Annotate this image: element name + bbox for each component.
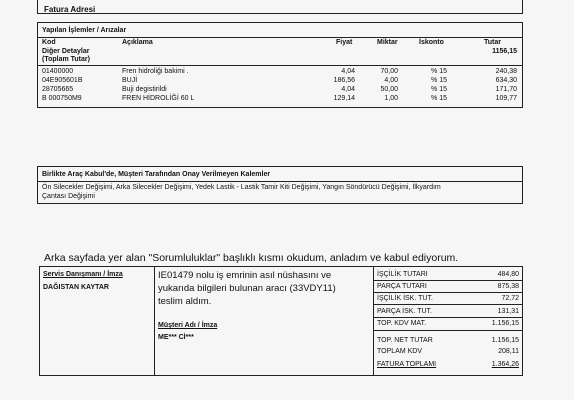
summary-total: 1156,15: [492, 48, 517, 55]
advisor-name: DAĞISTAN KAYTAR: [43, 284, 109, 291]
row-miktar: 1,00: [384, 95, 398, 102]
total-label: TOPLAM KDV: [377, 348, 422, 355]
summary-label-line2: (Toplam Tutar): [42, 56, 90, 63]
row-miktar: 70,00: [380, 68, 398, 75]
row-tutar: 240,38: [495, 68, 517, 75]
grand-total-label: FATURA TOPLAMI: [377, 361, 437, 368]
advisor-box: [40, 267, 154, 375]
customer-text-line1: IE01479 nolu iş emrinin asıl nüshasını ve: [158, 270, 332, 281]
total-value: 131,31: [497, 308, 519, 315]
row-tutar: 109,77: [495, 95, 517, 102]
customer-label: Müşteri Adı / İmza: [158, 322, 218, 329]
grand-total-value: 1.364,26: [491, 361, 519, 368]
column-header-tutar: Tutar: [484, 39, 501, 46]
total-label: İŞÇİLİK İSK. TUT.: [377, 295, 433, 302]
row-aciklama: FREN HİDROLİĞİ 60 L: [122, 95, 195, 102]
column-header-kod: Kod: [42, 39, 56, 46]
approval-box: [37, 166, 523, 204]
row-fiyat: 4,04: [341, 68, 355, 75]
total-value: 875,38: [497, 283, 519, 290]
row-iskonto: % 15: [431, 68, 447, 75]
total-value: 208,11: [498, 348, 519, 355]
row-kod: 28705665: [42, 86, 74, 93]
row-aciklama: Buji degistirildi: [122, 86, 167, 93]
row-kod: 04E905601B: [42, 77, 83, 84]
total-value: 72,72: [501, 295, 519, 302]
row-fiyat: 4,04: [341, 86, 355, 93]
billing-address-label: Fatura Adresi: [44, 5, 96, 14]
total-label: TOP. KDV MAT.: [377, 320, 427, 327]
row-aciklama: BUJİ: [122, 77, 138, 84]
acceptance-statement: Arka sayfada yer alan "Sorumluluklar" başlıklı kısmı okudum, anladım ve kabul ediyorum.: [44, 252, 459, 264]
total-value: 1.156,15: [491, 337, 519, 344]
customer-text-line2: yukarıda bilgileri bulunan aracı (33VDY11): [158, 283, 336, 294]
customer-text-line3: teslim aldım.: [158, 296, 212, 307]
row-miktar: 50,00: [380, 86, 398, 93]
column-header-aciklama: Açıklama: [122, 39, 153, 46]
approval-text-line1: Ön Silecekler Değişimi, Arka Silecekler Değişimi, Yedek Lastik - Lastik Tamir Kiti Değişimi, Yangın Söndürücü Değişimi, İlkyardım: [42, 184, 441, 191]
signature-section: [39, 266, 523, 376]
row-fiyat: 186,56: [333, 77, 355, 84]
row-miktar: 4,00: [384, 77, 398, 84]
row-aciklama: Fren hidroliği bakimi .: [122, 68, 189, 75]
total-value: 1.156,15: [491, 320, 519, 327]
total-label: TOP. NET TUTAR: [377, 337, 433, 344]
row-iskonto: % 15: [431, 95, 447, 102]
row-iskonto: % 15: [431, 77, 447, 84]
approval-title: Birlikte Araç Kabul'de, Müşteri Tarafından Onay Verilmeyen Kalemler: [42, 171, 271, 178]
total-label: PARÇA TUTARI: [377, 283, 427, 290]
row-fiyat: 129,14: [333, 95, 355, 102]
total-label: İŞÇİLİK TUTARI: [377, 271, 428, 278]
row-kod: B 000750M9: [42, 95, 82, 102]
column-header-iskonto: İskonto: [419, 39, 444, 46]
row-iskonto: % 15: [431, 86, 447, 93]
column-header-miktar: Miktar: [377, 39, 398, 46]
customer-box: [158, 267, 372, 375]
billing-address-box: [37, 0, 523, 14]
operations-box: [37, 22, 523, 108]
row-kod: 01400000: [42, 68, 74, 75]
column-header-fiyat: Fiyat: [336, 39, 353, 46]
operations-title: Yapılan İşlemler / Arızalar: [42, 27, 127, 34]
advisor-label: Servis Danışmanı / İmza: [43, 271, 123, 278]
total-value: 484,80: [497, 271, 519, 278]
customer-name: ME*** Cİ***: [158, 334, 194, 341]
approval-text-line2: Çantası Değişimi: [42, 193, 95, 200]
summary-label-line1: Diğer Detaylar: [42, 48, 90, 55]
totals-box: [374, 267, 522, 375]
row-tutar: 634,30: [495, 77, 517, 84]
total-label: PARÇA İSK. TUT.: [377, 308, 432, 315]
row-tutar: 171,70: [495, 86, 517, 93]
